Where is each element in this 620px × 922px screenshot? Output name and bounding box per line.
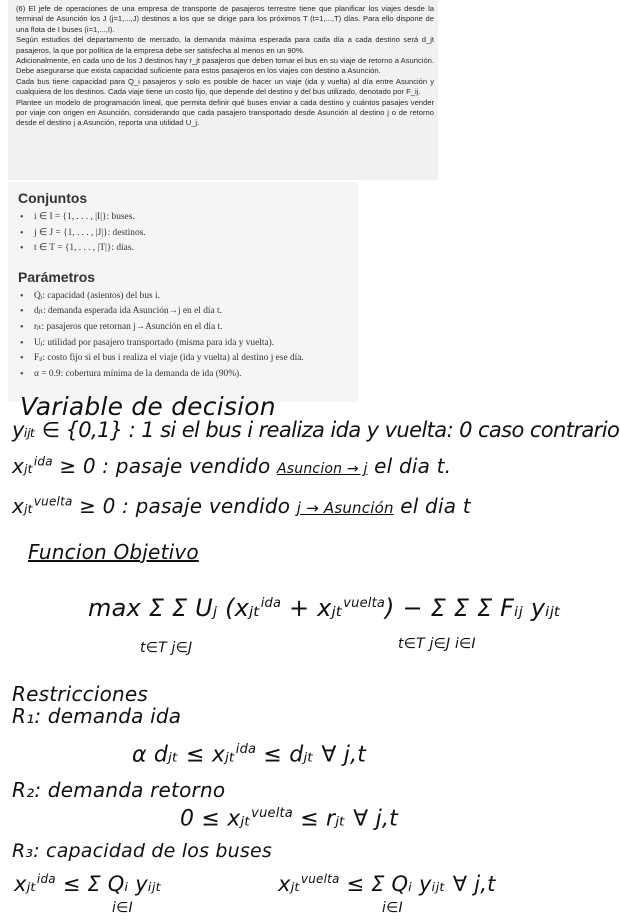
model-definitions-panel <box>8 182 358 402</box>
problem-paragraph-3: Adicionalmente, en cada uno de los J destinos hay r_jt pasajeros que deben tomar el bus en su viaje de retorno a Asunción. Debe asegurarse que exista capacidad suficiente para estos pasajeros en los viajes con destino a Asunción. <box>16 56 434 76</box>
r1-rhs: ≤ dⱼₜ ∀ j,t <box>263 742 367 768</box>
r3-sub-left: i∈I <box>112 900 133 916</box>
parameters-heading: Parámetros <box>18 268 96 285</box>
objective-plus: + xⱼₜ <box>289 594 344 622</box>
problem-statement <box>8 0 438 180</box>
param-coverage: • α = 0.9: cobertura mínima de la demanda de ida (90%). <box>18 367 358 383</box>
problem-paragraph-1: (6) El jefe de operaciones de una empresa de transporte de pasajeros terrestre tiene que planificar los viajes desde la terminal de Asunción los J (j=1,...,J) destinos a los que se dirige para los próximos T (t=1,...,T) días. Para ello dispone de una flota de I buses (i=1,...,I). <box>16 4 434 34</box>
r2-label: R₂: demanda retorno <box>12 778 226 802</box>
problem-paragraph-4: Cada bus tiene capacidad para Q_i pasajeros y solo es posible de hacer un viaje (ida y vuelta) al día entre Asunción y cualquiera de los destinos. Cada viaje tiene un costo fijo, que depende del destino y del bus utilizado, denotado por F_ij. <box>16 76 434 97</box>
x-vuelta-tail: el dia t <box>393 494 471 518</box>
sets-heading: Conjuntos <box>18 190 88 206</box>
x-vuelta-sup: vuelta <box>33 494 73 509</box>
r2-expression <box>180 806 398 831</box>
problem-paragraph-2: Según estudios del departamento de mercado, la demanda máxima esperada para cada día a cada destino será d_jt pasajeros, la que por política de la empresa debe ser satisfecha al menos en un 90%. <box>16 35 434 55</box>
param-demand: • dⱼₜ: demanda esperada ida Asunción→j en el día t. <box>18 304 358 320</box>
r1-label: R₁: demanda ida <box>12 704 182 728</box>
r3-sub-right: i∈I <box>382 900 403 916</box>
x-ida-symbol: xⱼₜ <box>12 454 34 478</box>
r1-lhs: α dⱼₜ ≤ xⱼₜ <box>132 742 236 768</box>
param-return: • rⱼₜ: pasajeros que retornan j→Asunción en el día t. <box>18 320 358 336</box>
r2-rhs: ≤ rⱼₜ ∀ j,t <box>300 806 398 832</box>
set-item-days: • t ∈ T = {1, . . . , |T|}: días. <box>18 241 358 257</box>
r1-expression <box>132 742 366 767</box>
x-ida-sup: ida <box>33 454 53 469</box>
r3-vuelta-rhs: ≤ Σ Qᵢ yᵢⱼₜ ∀ j,t <box>346 872 496 896</box>
r3-vuelta-lhs: xⱼₜ <box>278 872 301 896</box>
problem-paragraph-5: Plantee un modelo de programación lineal, que permita definir qué buses enviar a cada destino y cuántos pasajes vender por viaje con origen en Asunción, considerando que cada pasajero transportado desde Asunción al destino j o de retorno desde el destino j a Asunción, reporta una utilidad U_j. <box>16 97 434 128</box>
set-item-destinations: • j ∈ J = {1, . . . , |J|}: destinos. <box>18 226 358 242</box>
set-item-buses: • i ∈ I = {1, . . . , |I|}: buses. <box>18 210 358 226</box>
objective-expression <box>88 594 561 622</box>
r3-expression-ida <box>14 872 162 896</box>
param-fixed-cost: • Fᵢⱼ: costo fijo si el bus i realiza el viaje (ida y vuelta) al destino j ese día. <box>18 351 358 367</box>
constraints-heading: Restricciones <box>12 682 149 706</box>
r3-ida-rhs: ≤ Σ Qᵢ yᵢⱼₜ <box>62 872 163 896</box>
param-utility: • Uⱼ: utilidad por pasajero transportado (misma para ida y vuelta). <box>18 336 358 352</box>
r3-ida-lhs: xⱼₜ <box>14 872 37 896</box>
variable-x-ida <box>12 454 451 478</box>
objective-heading: Funcion Objetivo <box>28 540 199 564</box>
r1-sup: ida <box>235 742 257 757</box>
param-capacity: • Qᵢ: capacidad (asientos) del bus i. <box>18 289 358 305</box>
x-vuelta-symbol: xⱼₜ <box>12 494 34 518</box>
objective-sub-right: t∈T j∈J i∈I <box>398 636 476 652</box>
r3-expression-vuelta <box>278 872 496 896</box>
r2-lhs: 0 ≤ xⱼₜ <box>180 806 252 832</box>
parameters-list <box>18 289 358 383</box>
variables-heading: Variable de decision <box>20 392 276 421</box>
x-vuelta-route: j → Asunción <box>296 499 394 517</box>
x-vuelta-desc: ≥ 0 : pasaje vendido <box>79 494 297 518</box>
x-ida-tail: el dia t. <box>367 454 452 478</box>
objective-vuelta-sup: vuelta <box>343 596 386 611</box>
r3-vuelta-sup: vuelta <box>300 872 340 886</box>
x-ida-route: Asuncion → j <box>277 461 368 477</box>
r3-ida-sup: ida <box>36 872 56 886</box>
variable-x-vuelta <box>12 494 471 518</box>
x-ida-desc: ≥ 0 : pasaje vendido <box>59 454 278 478</box>
sets-list <box>18 210 358 257</box>
objective-sub-left: t∈T j∈J <box>140 640 193 656</box>
r3-label: R₃: capacidad de los buses <box>12 840 273 862</box>
objective-sum: max Σ Σ Uⱼ (xⱼₜ <box>88 594 261 622</box>
variable-y: yᵢⱼₜ ∈ {0,1} : 1 si el bus i realiza ida y vuelta: 0 caso contrario <box>12 418 620 442</box>
r2-sup: vuelta <box>251 806 293 821</box>
objective-ida-sup: ida <box>260 596 282 611</box>
objective-minus: ) − Σ Σ Σ Fᵢⱼ yᵢⱼₜ <box>385 594 562 622</box>
